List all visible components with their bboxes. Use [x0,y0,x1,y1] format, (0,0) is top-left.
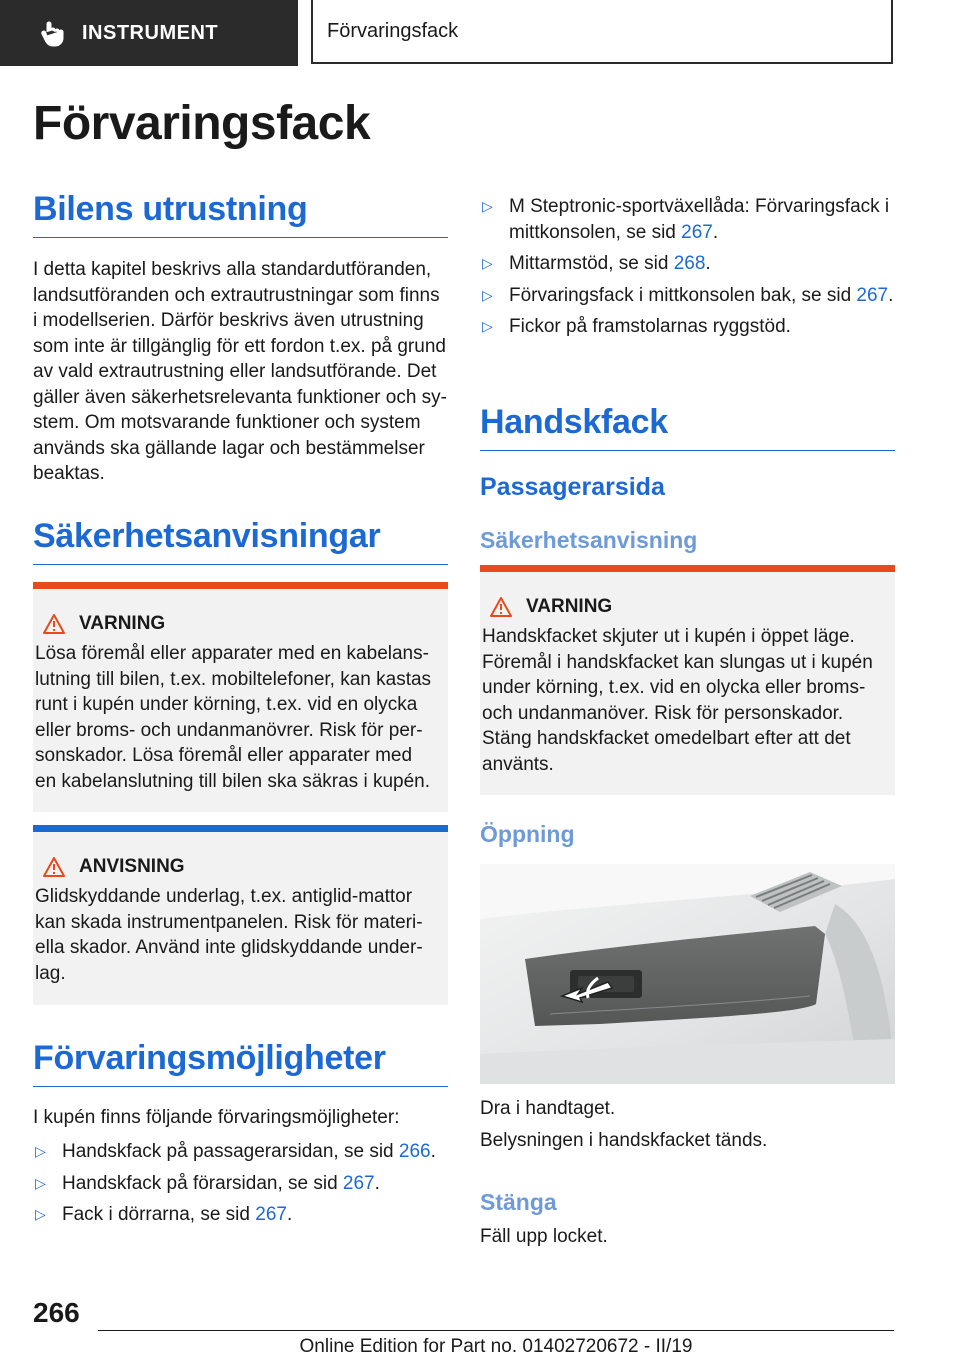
page-number: 266 [33,1297,80,1328]
page-link[interactable]: 266 [398,1141,431,1162]
page-link[interactable]: 267 [255,1204,287,1225]
safety-note-heading: Säkerhetsanvisning [480,527,698,553]
warning-header [41,613,448,635]
topic-tab [311,0,893,64]
page-link[interactable]: 267 [342,1172,375,1194]
warning-text: Lösa föremål eller apparater med en kabelans-lutning till bilen, t.ex. mobiltelefoner, kan kastas runt i kupén under körning, t.ex. vid en olycka eller broms- och undanmanövrer. Risk för per-sonskador. Lösa föremål eller apparater med en kabelanslutning till bilen ska säkras i kupén. [35,643,432,792]
page-link[interactable]: 267 [681,221,713,243]
section-tab [0,0,298,66]
page-link[interactable]: 268 [673,253,706,274]
warning-triangle-icon [490,597,512,617]
bullet-triangle-icon: ▷ [35,1143,46,1159]
notice-text: Glidskyddande underlag, t.ex. antiglid-mattor kan skada instrumentpanelen. Risk för materi-ella skador. Använd inte glidskyddande under-lag. [35,886,423,984]
page-link[interactable]: 267 [856,284,889,306]
bullet-triangle-icon: ▷ [482,286,493,303]
storage-intro: I kupén finns följande förvaringsmöjligheter: [33,1107,400,1128]
notice-box [33,825,448,1005]
page-header [0,0,960,66]
warning-label: VARNING [79,613,166,634]
list-item: ▷ M Steptronic-sportväxellåda: Förvaringsfack i mittkonsolen, se sid 267. [482,196,890,243]
opening-step-1: Dra i handtaget. [480,1098,616,1119]
bullet-triangle-icon: ▷ [482,318,493,334]
storage-list-left [33,1139,448,1234]
notice-bar [33,825,448,832]
list-item: ▷ Handskfack på förarsidan, se sid 267. [33,1171,448,1197]
warning-header [488,596,895,618]
equipment-text: I detta kapitel beskrivs alla standardutföranden, landsutföranden och extrautrustningar som finns i modellserien. Därför beskrivs även utrustning som inte är tillgänglig för ett fordon t.ex. på grund av vald extrautrustning eller landsutförande. Det gäller även säkerhetsrelevanta funktioner och sy-stem. Om motsvarande funktioner och system används ska gällande lagar och bestämmelser beaktas. [33,259,448,484]
warning-label: VARNING [526,596,613,617]
opening-heading: Öppning [480,821,575,847]
opening-step-2: Belysningen i handskfacket tänds. [480,1130,768,1151]
list-item: ▷ Handskfack på passagerarsidan, se sid 266. [33,1139,448,1165]
passenger-side-heading: Passagerarsida [480,473,665,501]
list-item: ▷ Fack i dörrarna, se sid 267. [33,1202,448,1228]
notice-header [41,856,448,878]
edition-text: Online Edition for Part no. 01402720672 - II/19 [299,1336,693,1357]
notice-label: ANVISNING [79,856,185,877]
closing-text: Fäll upp locket. [480,1226,608,1247]
page-title: Förvaringsfack [33,97,371,150]
list-item: ▷ Fickor på framstolarnas ryggstöd. [480,314,895,340]
bullet-triangle-icon: ▷ [482,255,493,271]
bullet-triangle-icon: ▷ [35,1206,46,1222]
bullet-triangle-icon: ▷ [482,198,493,214]
warning-triangle-icon [43,614,65,634]
list-item: ▷ Mittarmstöd, se sid 268. [480,251,895,277]
topic-label: Förvaringsfack [327,19,459,42]
warning-box [33,582,448,812]
warning-bar [33,582,448,589]
hand-pointer-icon [38,18,68,48]
warning-text: Handskfacket skjuter ut i kupén i öppet läge. Föremål i handskfacket kan slungas ut i kupén under körning, t.ex. vid en olycka eller broms-och undanmanöver. Risk för personskador. Stäng handskfacket omedelbart efter att det använts. [482,626,873,775]
glovebox-heading: Handskfack [480,403,895,451]
glovebox-illustration [480,864,895,1084]
footer-divider [98,1330,894,1331]
warning-bar [480,565,895,572]
storage-heading: Förvaringsmöjligheter [33,1039,448,1087]
closing-heading: Stänga [480,1189,557,1215]
bullet-triangle-icon: ▷ [35,1174,46,1191]
storage-list-right [480,194,895,346]
list-item: ▷ Förvaringsfack i mittkonsolen bak, se sid 267. [480,283,895,309]
notice-triangle-icon [43,857,65,877]
equipment-heading: Bilens utrustning [33,190,448,238]
safety-heading: Säkerhetsanvisningar [33,517,448,565]
glovebox-warning-box [480,565,895,795]
section-label: INSTRUMENT [82,21,219,44]
